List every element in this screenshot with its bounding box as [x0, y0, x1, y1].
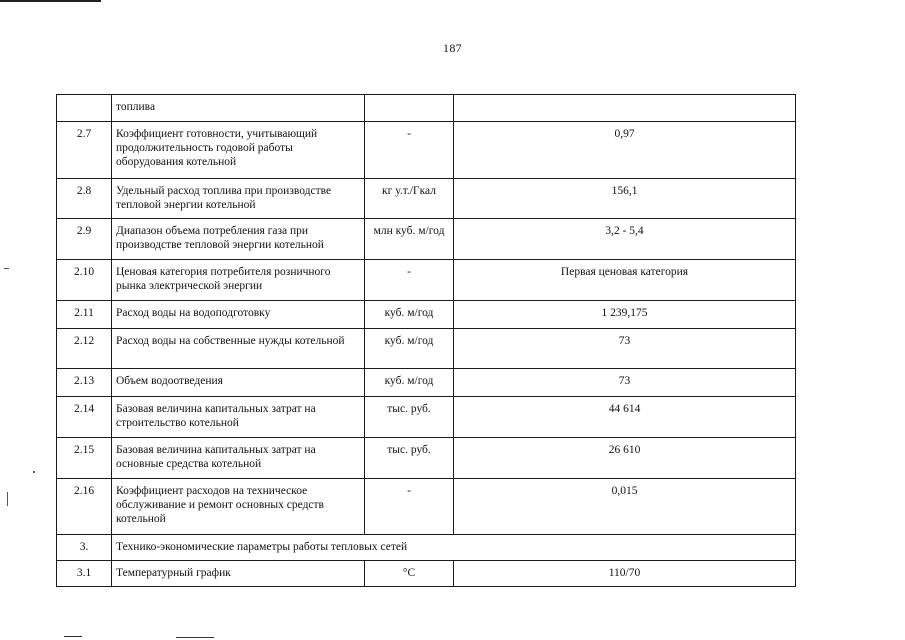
unit: куб. м/год — [365, 301, 454, 329]
parameter-name: Объем водоотведения — [112, 369, 365, 397]
table-row — [57, 438, 796, 479]
parameter-name: Коэффициент готовности, учитывающий продолжительность годовой работы оборудования котельной — [112, 122, 365, 179]
row-number: 2.13 — [57, 369, 112, 397]
scan-speck — [4, 268, 9, 269]
unit: куб. м/год — [365, 369, 454, 397]
scan-speck — [33, 471, 35, 473]
table-row — [57, 329, 796, 369]
bottom-mark — [64, 636, 82, 637]
value: 0,97 — [454, 122, 796, 179]
table-row — [57, 301, 796, 329]
header-rule — [0, 0, 101, 2]
value: 73 — [454, 329, 796, 369]
unit: куб. м/год — [365, 329, 454, 369]
parameter-name: Коэффициент расходов на техническое обслуживание и ремонт основных средств котельной — [112, 479, 365, 535]
unit — [365, 95, 454, 122]
table-row — [57, 561, 796, 587]
table-row — [57, 95, 796, 122]
table-row — [57, 122, 796, 179]
table-row — [57, 260, 796, 301]
table-row — [57, 179, 796, 219]
value: 1 239,175 — [454, 301, 796, 329]
parameter-name: Температурный график — [112, 561, 365, 587]
parameter-name: Диапазон объема потребления газа при производстве тепловой энергии котельной — [112, 219, 365, 260]
scan-speck — [7, 492, 8, 506]
unit: кг у.т./Гкал — [365, 179, 454, 219]
row-number: 2.12 — [57, 329, 112, 369]
value: 73 — [454, 369, 796, 397]
value: 26 610 — [454, 438, 796, 479]
row-number: 2.11 — [57, 301, 112, 329]
value — [454, 95, 796, 122]
bottom-mark — [176, 637, 214, 638]
unit: - — [365, 260, 454, 301]
section-title: Технико-экономические параметры работы тепловых сетей — [112, 535, 796, 561]
table-row — [57, 219, 796, 260]
section-number: 3. — [57, 535, 112, 561]
value: 110/70 — [454, 561, 796, 587]
parameter-name: Расход воды на собственные нужды котельной — [112, 329, 365, 369]
value: 44 614 — [454, 397, 796, 438]
row-number: 2.9 — [57, 219, 112, 260]
parameters-table — [56, 94, 796, 587]
parameter-name: Ценовая категория потребителя розничного рынка электрической энергии — [112, 260, 365, 301]
row-number: 2.14 — [57, 397, 112, 438]
row-number: 3.1 — [57, 561, 112, 587]
table-row — [57, 397, 796, 438]
row-number: 2.15 — [57, 438, 112, 479]
table-row — [57, 479, 796, 535]
parameter-name: Удельный расход топлива при производстве тепловой энергии котельной — [112, 179, 365, 219]
row-number: 2.7 — [57, 122, 112, 179]
unit: млн куб. м/год — [365, 219, 454, 260]
row-number: 2.10 — [57, 260, 112, 301]
value: Первая ценовая категория — [454, 260, 796, 301]
row-number: 2.8 — [57, 179, 112, 219]
unit: тыс. руб. — [365, 397, 454, 438]
unit: - — [365, 122, 454, 179]
page-number: 187 — [443, 41, 462, 55]
row-number: 2.16 — [57, 479, 112, 535]
parameter-name: Базовая величина капитальных затрат на строительство котельной — [112, 397, 365, 438]
row-number — [57, 95, 112, 122]
unit: - — [365, 479, 454, 535]
parameter-name: Расход воды на водоподготовку — [112, 301, 365, 329]
value: 3,2 - 5,4 — [454, 219, 796, 260]
unit: тыс. руб. — [365, 438, 454, 479]
parameter-name: Базовая величина капитальных затрат на основные средства котельной — [112, 438, 365, 479]
value: 156,1 — [454, 179, 796, 219]
parameter-name: топлива — [112, 95, 365, 122]
unit: °C — [365, 561, 454, 587]
value: 0,015 — [454, 479, 796, 535]
table-row — [57, 369, 796, 397]
section-row — [57, 535, 796, 561]
